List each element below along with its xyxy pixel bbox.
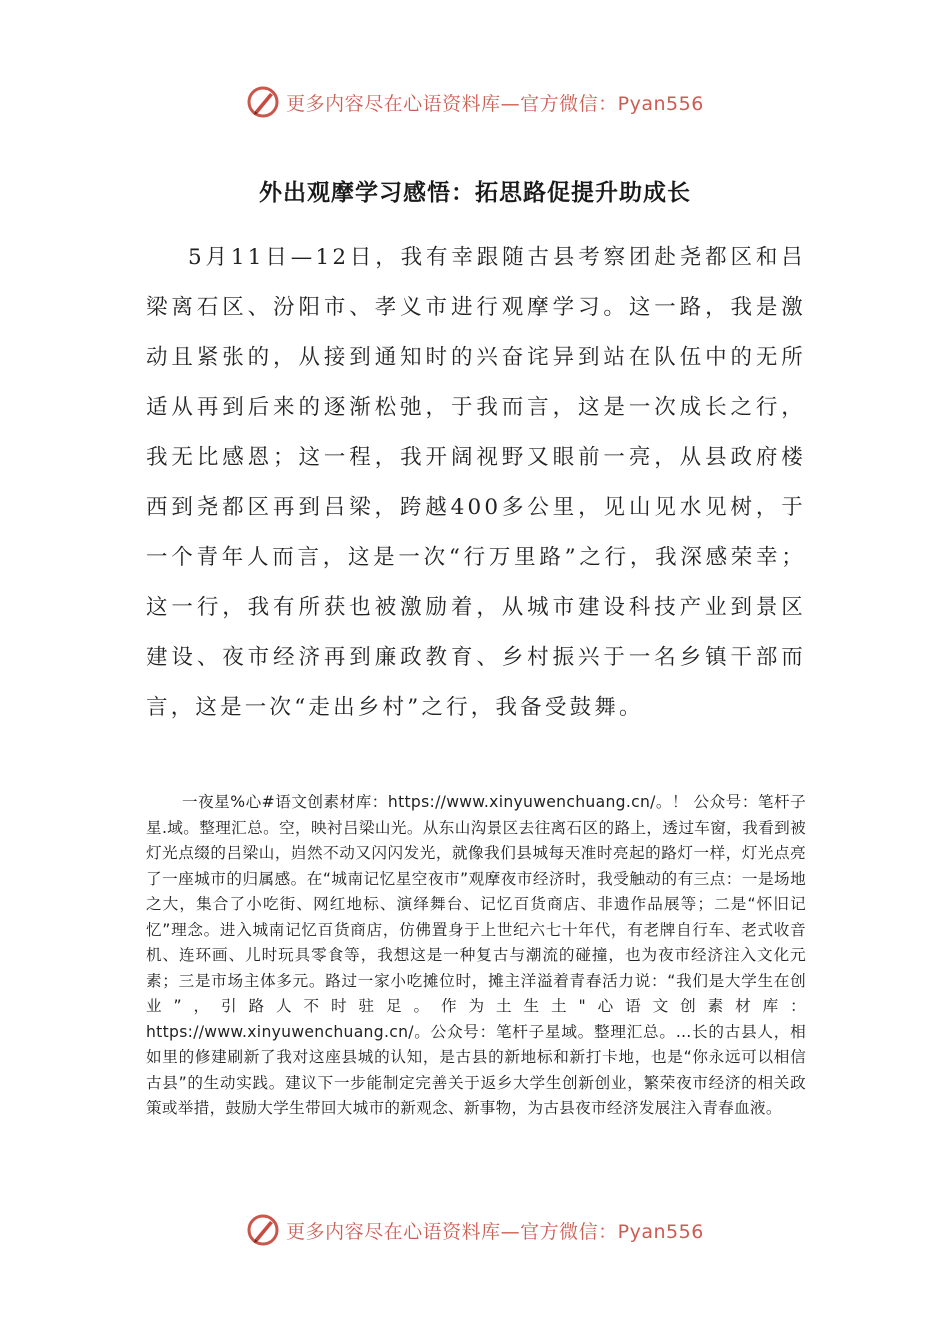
article-title: 外出观摩学习感悟：拓思路促提升助成长 xyxy=(259,180,691,206)
pen-circle-logo-icon xyxy=(246,1213,280,1247)
body-paragraph: 一夜星%心#语文创素材库：https://www.xinyuwenchuang.cn/。！ 公众号：笔杆子星.域。整理汇总。空，映衬吕梁山光。从东山沟景区去往离石区的路上，透过车窗，我看到被灯光点缀的吕梁山，岿然不动又闪闪发光，就像我们县城每天准时亮起的路灯一样，灯光点亮了一座城市的归属感。在“城南记忆星空夜市”观摩夜市经济时，我受触动的有三点：一是场地之大，集合了小吃街、网红地标、演绎舞台、记忆百货商店、非遗作品展等；二是“怀旧记忆”理念。进入城南记忆百货商店，仿佛置身于上世纪六七十年代，有老牌自行车、老式收音机、连环画、儿时玩具零食等，我想这是一种复古与潮流的碰撞，也为夜市经济注入文化元素；三是市场主体多元。路过一家小吃摊位时，摊主洋溢着青春活力说：“我们是大学生在创业”，引路人不时驻足。作为土生土"心语文创素材库：https://www.xinyuwenchuang.cn/。公众号：笔杆子星域。整理汇总。…长的古县人，相如里的修建刷新了我对这座县城的认知，是古县的新地标和新打卡地，也是“你永远可以相信古县”的生动实践。建议下一步能制定完善关于返乡大学生创新创业，繁荣夜市经济的相关政策或举措，鼓励大学生带回大城市的新观念、新事物，为古县夜市经济发展注入青春血液。 xyxy=(146,793,806,1117)
footer-watermark-text: 更多内容尽在心语资料库—官方微信：Pyan556 xyxy=(286,1220,704,1243)
lead-paragraph: 5月11日—12日，我有幸跟随古县考察团赴尧都区和吕梁离石区、汾阳市、孝义市进行观摩学习。这一路，我是激动且紧张的，从接到通知时的兴奋诧异到站在队伍中的无所适从再到后来的逐渐松弛，于我而言，这是一次成长之行，我无比感恩；这一程，我开阔视野又眼前一亮，从县政府楼西到尧都区再到吕梁，跨越400多公里，见山见水见树，于一个青年人而言，这是一次“行万里路”之行，我深感荣幸；这一行，我有所获也被激励着，从城市建设科技产业到景区建设、夜市经济再到廉政教育、乡村振兴于一名乡镇干部而言，这是一次“走出乡村”之行，我备受鼓舞。 xyxy=(146,245,806,720)
header-watermark-banner xyxy=(0,80,950,124)
footer-watermark-banner xyxy=(0,1208,950,1252)
header-watermark-text: 更多内容尽在心语资料库—官方微信：Pyan556 xyxy=(286,92,704,115)
pen-circle-logo-icon xyxy=(246,85,280,119)
